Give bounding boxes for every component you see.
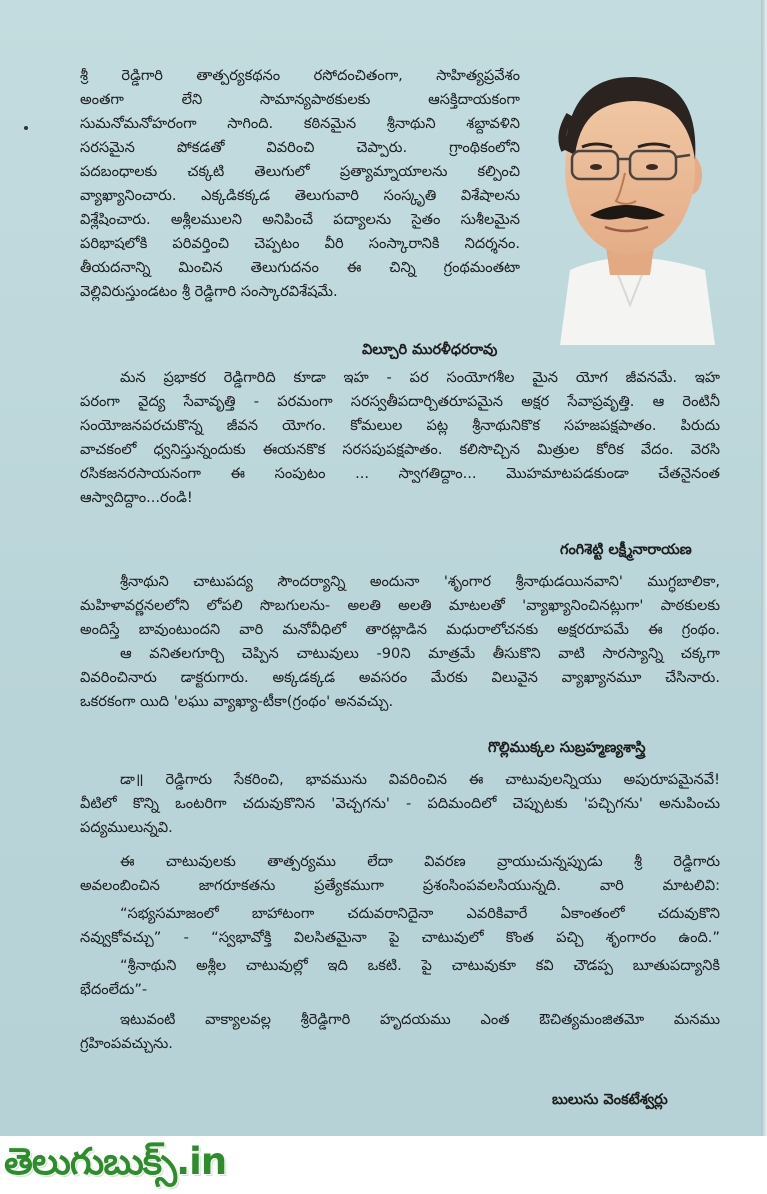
text-line: పరిభాషలోకి పరివర్తించి చెప్పటం వీరి సంస్కారానికి నిదర్శనం.	[80, 235, 520, 252]
signature-gangisetti: గంగిశెట్టి లక్ష్మీనారాయణ	[560, 542, 692, 558]
text-line: ఒకరకంగా యిది 'లఘు వ్యాఖ్యా-టీకా(గ్రంథం' అనవచ్చు.	[80, 693, 394, 710]
text-line: అందిస్తే బావుంటుందని వారి మనోవీధిలో తారట్లాడిన మధురాలోచనకు అక్షరరూపమే ఈ గ్రంథం.	[80, 621, 720, 638]
text-line: ఆస్వాదిద్దాం...రండి!	[80, 489, 193, 506]
text-line: డా॥ రెడ్డిగారు సేకరించి, భావమును వివరించిన ఈ చాటువులన్నియు అపురూపమైనవే!	[120, 771, 720, 788]
paragraph-3	[80, 570, 720, 714]
text-line: అవలంబించిన జాగరూకతను ప్రత్యేకముగా ప్రశంసింపవలసియున్నది. వారి మాటలివి:	[80, 877, 720, 894]
text-line: వ్యాఖ్యానించారు. ఎక్కడికక్కడ తెలుగువారి సంస్కృతి విశేషాలను	[80, 187, 520, 204]
text-line: సుమనోమనోహరంగా సాగింది. కఠినమైన శ్రీనాథుని శబ్దావళిని	[80, 115, 520, 132]
text-line: ఆ వనితలగూర్చి చెప్పిన చాటువులు -90ని మాత్రమే తీసుకొని వాటి సారస్యాన్ని చక్కగా	[120, 645, 720, 662]
author-portrait	[530, 55, 720, 345]
text-line: గ్రహింపవచ్చును.	[80, 1035, 173, 1052]
text-line: శ్రీ రెడ్డిగారి తాత్పర్యకథనం రసోదంచితంగా, సాహిత్యప్రవేశం	[80, 67, 520, 84]
text-line: వీటిలో కొన్ని ఒంటరిగా చదువుకొనిన 'వెచ్చగను' - పదిమందిలో చెప్పుటకు 'పచ్చిగను' అనుపించు	[80, 795, 720, 812]
paragraph-2	[80, 366, 720, 510]
text-line: సరసమైన పోకడతో వివరించి చెప్పారు. గ్రాంథికంలోని	[80, 139, 520, 156]
stray-dot	[24, 126, 28, 130]
text-line: సంయోజనపరచుకొన్న జీవన యోగం. కోమలుల పట్ల శ్రీనాథునికొక సహజపక్షపాతం. పిరుదు	[80, 417, 720, 434]
text-line: పరంగా వైద్య సేవావృత్తి - పరమంగా సరస్వతీపదార్చితరూపమైన అక్షర సేవాప్రవృత్తి. ఆ రెంటినీ	[80, 393, 720, 410]
text-line: “సభ్యసమాజంలో బాహాటంగా చదువరానిదైనా ఎవరికివారే ఏకాంతంలో చదువుకొని	[120, 905, 720, 922]
text-line: ఇటువంటి వాక్యాలవల్ల శ్రీరెడ్డిగారి హృదయము ఎంత ఔచిత్యమంజితమో మనము	[120, 1011, 720, 1028]
text-line: “శ్రీనాథుని అశ్లీల చాటువుల్లో ఇది ఒకటి. పై చాటువుకూ కవి చౌడప్ప బూతుపద్యానికి	[120, 957, 720, 974]
text-line: మన ప్రభాకర రెడ్డిగారిది కూడా ఇహ - పర సంయోగశీల మైన యోగ జీవనమే. ఇహ	[120, 369, 720, 386]
page-edge	[761, 0, 767, 1194]
text-line: వివరించినారు డాక్టరుగారు. అక్కడక్కడ అవసరం మేరకు విలువైన వ్యాఖ్యానమూ చేసినారు.	[80, 669, 720, 686]
intro-paragraph	[80, 64, 520, 304]
signature-murali: విల్చూరి మురళీధరరావు	[362, 342, 498, 358]
text-line: వెల్లివిరుస్తుండటం శ్రీ రెడ్డిగారి సంస్కారవిశేషమే.	[80, 283, 338, 300]
paragraph-4	[80, 768, 720, 1056]
text-line: పదబంధాలకు చక్కటి తెలుగులో ప్రత్యామ్నాయాలను కల్పించి	[80, 163, 520, 180]
text-line: విశ్లేషించారు. అశ్లీలములని అనిపించే పద్యాలను సైతం సుశీలమైన	[80, 211, 520, 228]
text-line: నవ్వుకోవచ్చు” - “స్వభావోక్తి విలసితమైనా పై చాటువులో కొంత పచ్చి శృంగారం ఉంది.”	[80, 929, 720, 946]
text-line: వాచకంలో ధ్వనిస్తున్నందుకు ఈయనకొక సరసపుపక్షపాతం. కలిసొచ్చిన మిత్రుల కోరిక వేదం. వెరసి	[80, 441, 720, 458]
text-line: రసికజనరసాయనంగా ఈ సంపుటం ... స్వాగతిద్దాం... మొహమాటపడకుండా చేతనైనంత	[80, 465, 720, 482]
text-line: పద్యములున్నవి.	[80, 819, 173, 836]
text-line: అంతగా లేని సామాన్యపాఠకులకు ఆసక్తిదాయకంగా	[80, 91, 520, 108]
site-watermark-logo: తెలుగుబుక్స్.in	[4, 1140, 227, 1183]
signature-gollimukkala: గొల్లిముక్కల సుబ్రహ్మణ్యశాస్త్రి	[488, 740, 646, 756]
text-line: శ్రీనాథుని చాటుపద్య సౌందర్యాన్ని అందునా 'శృంగార శ్రీనాథుడయినవాని' ముగ్ధబాలికా,	[120, 573, 720, 590]
text-line: భేదంలేదు”-	[80, 981, 148, 998]
text-line: మహిళావర్ణనలలోని లోపలి సొబగులను- అలతి అలతి మాటలతో 'వ్యాఖ్యానించినట్లుగా' పాఠకులకు	[80, 597, 720, 614]
signature-bulusu: బులుసు వెంకటేశ్వర్లు	[552, 1092, 668, 1108]
text-line: తీయదనాన్ని మించిన తెలుగుదనం ఈ చిన్ని గ్రంథమంతటా	[80, 259, 520, 276]
text-line: ఈ చాటువులకు తాత్పర్యము లేదా వివరణ వ్రాయుచున్నప్పుడు శ్రీ రెడ్డిగారు	[120, 853, 720, 870]
